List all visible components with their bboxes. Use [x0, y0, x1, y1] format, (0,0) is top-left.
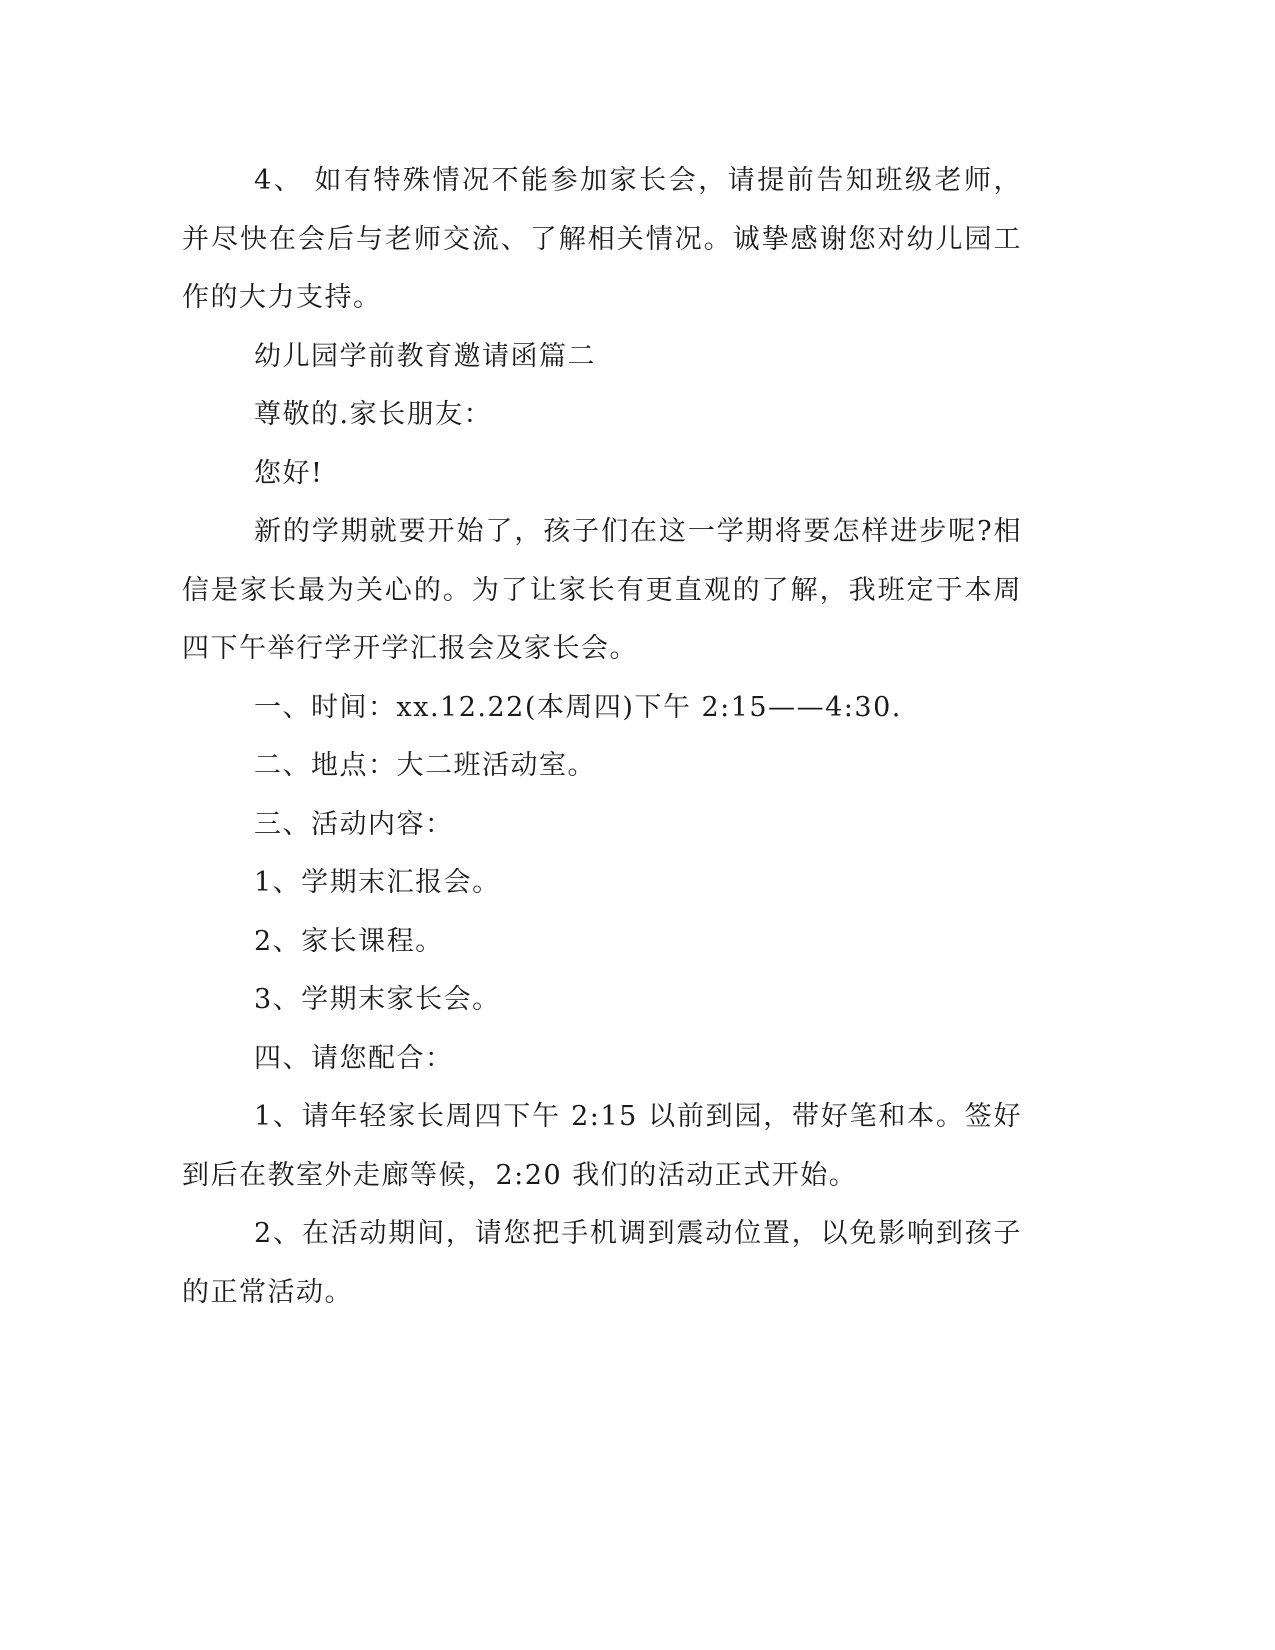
- paragraph-item-4-notice: 4、 如有特殊情况不能参加家长会，请提前告知班级老师，并尽快在会后与老师交流、了解相关情况。诚挚感谢您对幼儿园工作的大力支持。: [182, 165, 1022, 313]
- activity-item: 2、家长课程。: [254, 925, 444, 957]
- section-title: 幼儿园学前教育邀请函篇二: [254, 340, 596, 372]
- cooperation-item: 2、在活动期间，请您把手机调到震动位置，以免影响到孩子的正常活动。: [182, 1218, 1022, 1308]
- activity-item: 3、学期末家长会。: [254, 984, 501, 1015]
- event-time: 一、时间：xx.12.22(本周四)下午 2:15——4:30.: [254, 691, 902, 723]
- document-body: [182, 152, 1022, 1322]
- activity-heading: 三、活动内容：: [254, 808, 454, 840]
- event-location: 二、地点：大二班活动室。: [254, 750, 596, 781]
- salutation: 尊敬的.家长朋友：: [254, 399, 493, 430]
- intro-paragraph: 新的学期就要开始了，孩子们在这一学期将要怎样进步呢?相信是家长最为关心的。为了让家长有更直观的了解，我班定于本周四下午举行学开学汇报会及家长会。: [182, 516, 1022, 664]
- cooperation-heading: 四、请您配合：: [254, 1042, 454, 1074]
- greeting: 您好!: [254, 457, 324, 489]
- cooperation-item: 1、请年轻家长周四下午 2:15 以前到园，带好笔和本。签好到后在教室外走廊等候，2:20 我们的活动正式开始。: [182, 1101, 1022, 1191]
- activity-item: 1、学期末汇报会。: [254, 867, 501, 898]
